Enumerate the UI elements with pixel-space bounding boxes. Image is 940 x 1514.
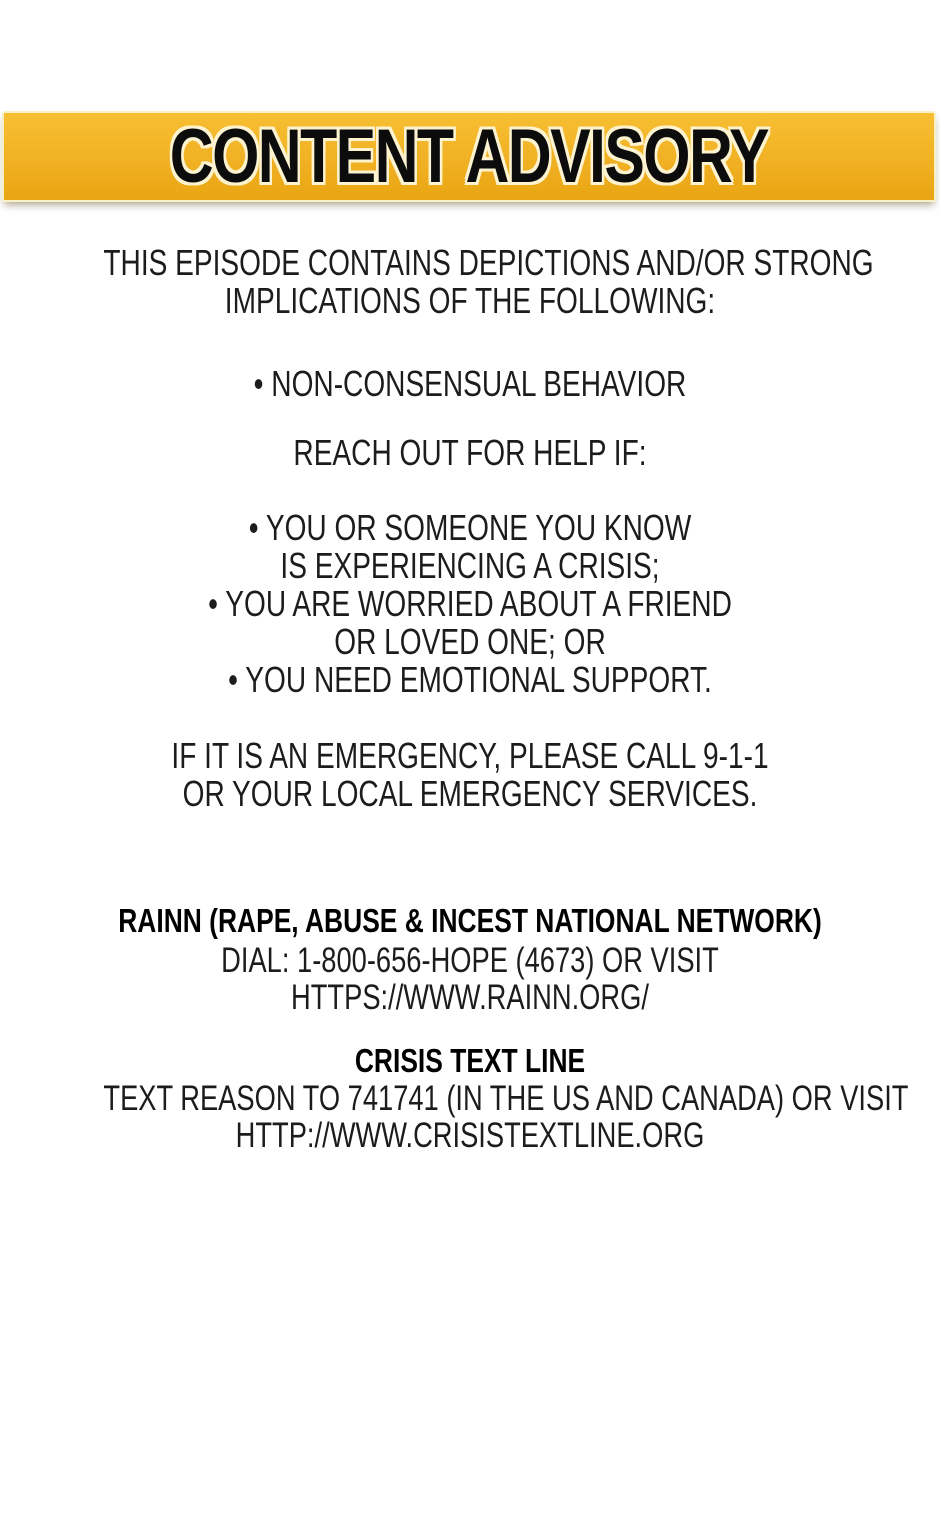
resource-rainn-url: HTTPS://WWW.RAINN.ORG/ xyxy=(291,978,649,1017)
help-line-1: • YOU OR SOMEONE YOU KNOW xyxy=(248,507,692,548)
help-line-4: OR LOVED ONE; OR xyxy=(334,621,606,662)
content-bullet-item: • NON-CONSENSUAL BEHAVIOR xyxy=(253,363,687,404)
intro-line-1: THIS EPISODE CONTAINS DEPICTIONS AND/OR STRONG xyxy=(103,242,874,283)
advisory-banner xyxy=(2,111,936,202)
intro-line-2: IMPLICATIONS OF THE FOLLOWING: xyxy=(224,280,716,321)
emergency-line-2: OR YOUR LOCAL EMERGENCY SERVICES. xyxy=(182,773,758,814)
resource-ctl-name: CRISIS TEXT LINE xyxy=(354,1042,586,1079)
resource-ctl-text-number: TEXT REASON TO 741741 (IN THE US AND CANADA) OR VISIT xyxy=(103,1079,909,1118)
help-line-2: IS EXPERIENCING A CRISIS; xyxy=(280,545,660,586)
resource-rainn-phone: DIAL: 1-800-656-HOPE (4673) OR VISIT xyxy=(221,941,719,980)
help-line-5: • YOU NEED EMOTIONAL SUPPORT. xyxy=(228,659,712,700)
help-line-3: • YOU ARE WORRIED ABOUT A FRIEND xyxy=(208,583,732,624)
banner-title: CONTENT ADVISORY xyxy=(169,113,769,199)
help-heading: REACH OUT FOR HELP IF: xyxy=(293,432,647,473)
resource-rainn-name: RAINN (RAPE, ABUSE & INCEST NATIONAL NETWORK) xyxy=(118,902,822,939)
resource-ctl-url: HTTP://WWW.CRISISTEXTLINE.ORG xyxy=(235,1116,705,1155)
emergency-line-1: IF IT IS AN EMERGENCY, PLEASE CALL 9-1-1 xyxy=(171,735,769,776)
